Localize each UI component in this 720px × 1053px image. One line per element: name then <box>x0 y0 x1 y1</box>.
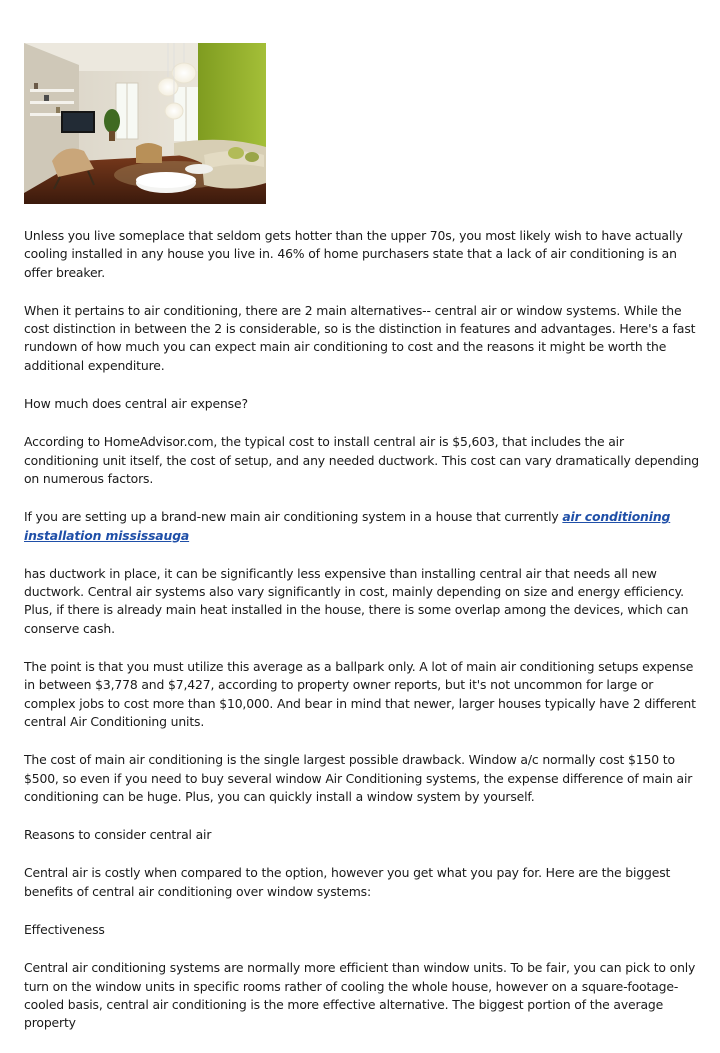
heading-effectiveness: Effectiveness <box>24 922 105 938</box>
paragraph-intro: Unless you live someplace that seldom gets hotter than the upper 70s, you most likely wish to have actually cooling installed in any house you live in. 46% of home purchasers state that a lack of air conditioning is an offer breaker. <box>24 228 683 280</box>
paragraph-efficiency: Central air conditioning systems are normally more efficient than window units. To be fair, you can pick to only turn on the window units in specific rooms rather of cooling the whole house, however on a square-footage-cooled basis, central air conditioning is the more effective alternative. The biggest portion of the average property <box>24 960 696 1031</box>
paragraph-benefits: Central air is costly when compared to the option, however you get what you pay for. Here are the biggest benefits of central air conditioning over window systems: <box>24 865 671 899</box>
paragraph-ductwork: has ductwork in place, it can be significantly less expensive than installing central air that needs all new ductwork. Central air systems also vary significantly in cost, mainly depending on size and energy efficiency. Plus, if there is already main heat installed in the house, there is some overlap among the devices, which can conserve cash. <box>24 565 689 636</box>
paragraph-drawback: The cost of main air conditioning is the single largest possible drawback. Window a/c normally cost $150 to $500, so even if you need to buy several window Air Conditioning systems, the expense difference of main air conditioning can be huge. Plus, you can quickly install a window system by yourself. <box>24 752 693 804</box>
paragraph-ballpark: The point is that you must utilize this average as a ballpark only. A lot of main air conditioning setups expense in between $3,778 and $7,427, according to property owner reports, but it's not uncommon for large or complex jobs to cost more than $10,000. And bear in mind that newer, larger houses typically have 2 different central Air Conditioning units. <box>24 659 696 729</box>
article-body <box>24 227 700 1053</box>
living-room-illustration <box>24 43 266 204</box>
heading-reasons: Reasons to consider central air <box>24 827 212 843</box>
installation-link[interactable]: air conditioning installation mississauga <box>24 509 671 543</box>
link-lead-text: If you are setting up a brand-new main air conditioning system in a house that currently <box>24 509 563 525</box>
paragraph-homeadvisor: According to HomeAdvisor.com, the typical cost to install central air is $5,603, that includes the air conditioning unit itself, the cost of setup, and any needed ductwork. This cost can vary dramatically depending on numerous factors. <box>24 434 700 486</box>
paragraph-alternatives: When it pertains to air conditioning, there are 2 main alternatives-- central air or window systems. While the cost distinction in between the 2 is considerable, so is the distinction in features and advantages. Here's a fast rundown of how much you can expect main air conditioning to cost and the reasons it might be worth the additional expenditure. <box>24 302 696 373</box>
heading-cost-question: How much does central air expense? <box>24 396 248 412</box>
living-room-photo <box>24 43 266 204</box>
paragraph-with-link <box>24 508 700 545</box>
